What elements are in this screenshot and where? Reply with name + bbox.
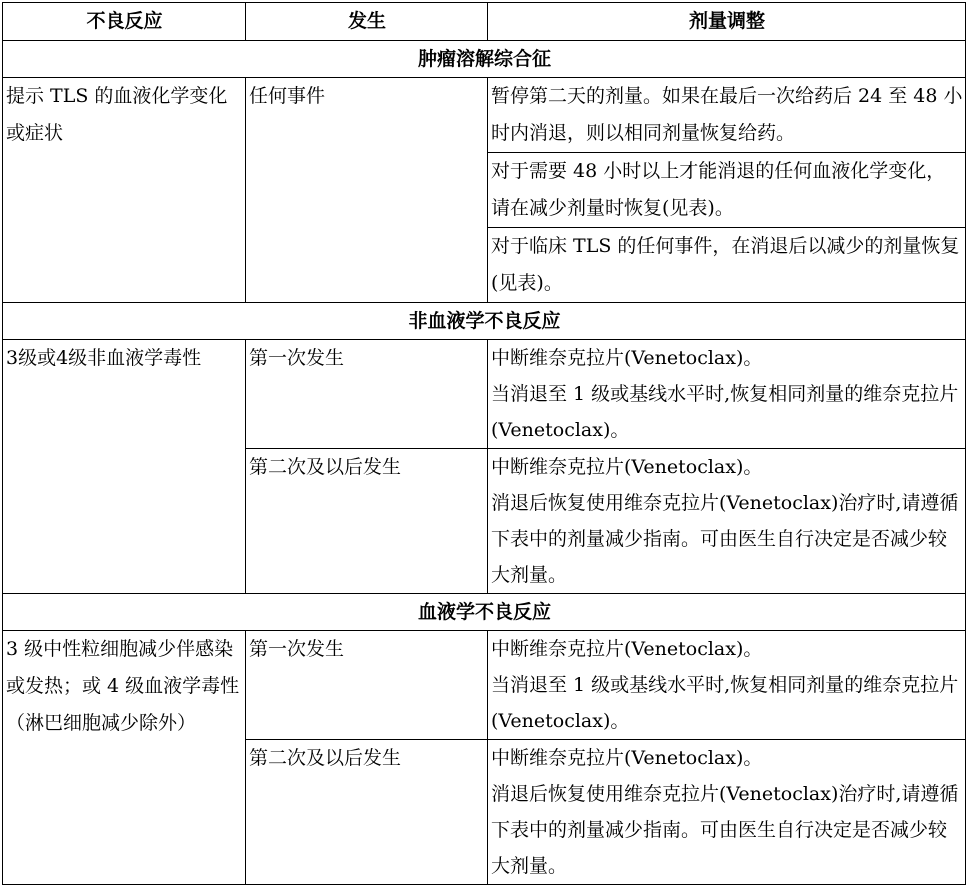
section-row-tls [3, 41, 966, 78]
tls-occurrence-cell: 任何事件 [246, 78, 488, 303]
heme-first-line1: 中断维奈克拉片(Venetoclax)。 [491, 638, 763, 660]
header-occurrence: 发生 [246, 3, 488, 41]
heme-first-line2: 当消退至 1 级或基线水平时,恢复相同剂量的维奈克拉片(Venetoclax)。 [491, 674, 959, 732]
section-title-heme: 血液学不良反应 [3, 594, 966, 631]
section-title-tls: 肿瘤溶解综合征 [3, 41, 966, 78]
nonheme-first-adjust [488, 340, 966, 449]
tls-adjust-3: 对于临床 TLS 的任何事件，在消退后以减少的剂量恢复(见表)。 [488, 228, 966, 303]
section-title-nonheme: 非血液学不良反应 [3, 303, 966, 340]
dose-adjustment-table [2, 2, 966, 885]
heme-second-occurrence: 第二次及以后发生 [246, 740, 488, 885]
nonheme-first-occurrence: 第一次发生 [246, 340, 488, 449]
table-row [3, 340, 966, 449]
table-header-row [3, 3, 966, 41]
nonheme-first-line1: 中断维奈克拉片(Venetoclax)。 [491, 347, 763, 369]
heme-second-adjust [488, 740, 966, 885]
nonheme-second-line1: 中断维奈克拉片(Venetoclax)。 [491, 456, 763, 478]
heme-second-line2: 消退后恢复使用维奈克拉片(Venetoclax)治疗时,请遵循下表中的剂量减少指南。可由医生自行决定是否减少较大剂量。 [491, 783, 959, 877]
heme-first-adjust [488, 631, 966, 740]
nonheme-second-line2: 消退后恢复使用维奈克拉片(Venetoclax)治疗时,请遵循下表中的剂量减少指南。可由医生自行决定是否减少较大剂量。 [491, 492, 959, 586]
tls-reaction-cell: 提示 TLS 的血液化学变化或症状 [3, 78, 246, 303]
header-adverse-reaction: 不良反应 [3, 3, 246, 41]
heme-reaction-cell: 3 级中性粒细胞减少伴感染或发热；或 4 级血液学毒性（淋巴细胞减少除外） [3, 631, 246, 885]
heme-first-occurrence: 第一次发生 [246, 631, 488, 740]
section-row-nonheme [3, 303, 966, 340]
tls-adjust-1: 暂停第二天的剂量。如果在最后一次给药后 24 至 48 小时内消退，则以相同剂量恢复给药。 [488, 78, 966, 153]
nonheme-second-adjust [488, 449, 966, 594]
nonheme-first-line2: 当消退至 1 级或基线水平时,恢复相同剂量的维奈克拉片(Venetoclax)。 [491, 383, 959, 441]
nonheme-reaction-cell: 3级或4级非血液学毒性 [3, 340, 246, 594]
heme-second-line1: 中断维奈克拉片(Venetoclax)。 [491, 747, 763, 769]
tls-adjust-2: 对于需要 48 小时以上才能消退的任何血液化学变化，请在减少剂量时恢复(见表)。 [488, 153, 966, 228]
section-row-heme [3, 594, 966, 631]
nonheme-second-occurrence: 第二次及以后发生 [246, 449, 488, 594]
header-dose-adjustment: 剂量调整 [488, 3, 966, 41]
table-row [3, 78, 966, 153]
table-row [3, 631, 966, 740]
